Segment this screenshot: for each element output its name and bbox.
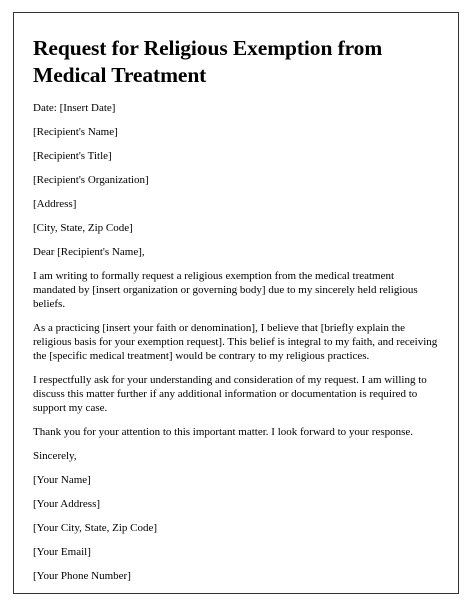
- sender-email: [Your Email]: [33, 546, 91, 558]
- salutation: Dear [Recipient's Name],: [33, 246, 145, 258]
- sender-city-state-zip: [Your City, State, Zip Code]: [33, 522, 158, 534]
- body-paragraph-belief: As a practicing [insert your faith or denomination], I believe that [briefly explain the religious basis for your exemption request]. This belief is integral to my faith, and receiving the [specific medical treatment] would be contrary to my religious practices.: [33, 322, 438, 362]
- recipient-city-state-zip: [City, State, Zip Code]: [33, 222, 133, 234]
- recipient-organization: [Recipient's Organization]: [33, 174, 149, 186]
- letter-title: Request for Religious Exemption from Medical Treatment: [33, 36, 383, 87]
- closing: Sincerely,: [33, 450, 77, 462]
- sender-name: [Your Name]: [33, 474, 91, 486]
- body-paragraph-request: I am writing to formally request a religious exemption from the medical treatment mandated by [insert organization or governing body] due to my sincerely held religious beliefs.: [33, 270, 418, 310]
- letter-page: [13, 12, 459, 594]
- date-line: Date: [Insert Date]: [33, 102, 116, 114]
- recipient-address: [Address]: [33, 198, 77, 210]
- sender-address: [Your Address]: [33, 498, 101, 510]
- body-paragraph-consideration: I respectfully ask for your understanding and consideration of my request. I am willing to discuss this matter further if any additional information or documentation is required to support my case.: [33, 374, 427, 414]
- body-paragraph-thanks: Thank you for your attention to this important matter. I look forward to your response.: [33, 426, 414, 438]
- sender-phone: [Your Phone Number]: [33, 570, 131, 582]
- recipient-name: [Recipient's Name]: [33, 126, 118, 138]
- recipient-title: [Recipient's Title]: [33, 150, 112, 162]
